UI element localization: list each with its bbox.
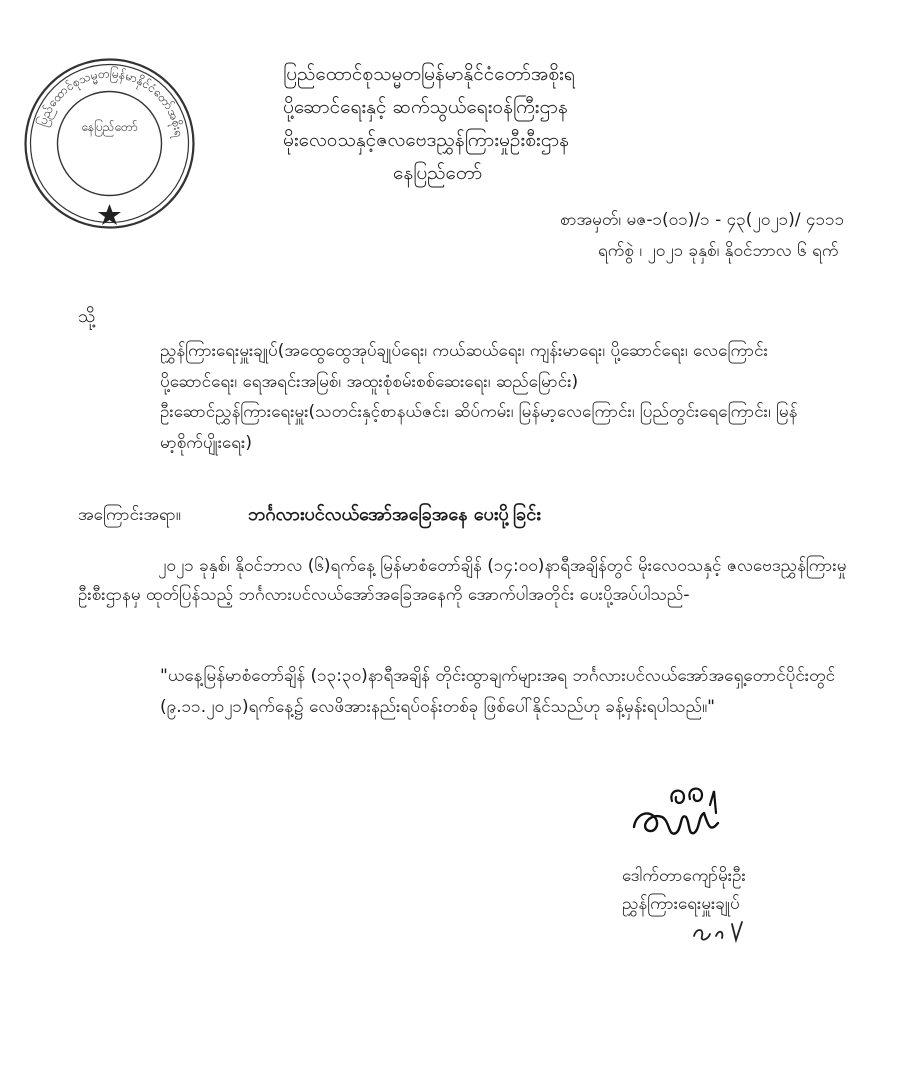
handwritten-signature (628, 783, 728, 853)
subject-line (78, 502, 838, 529)
recipients (160, 336, 810, 458)
official-seal (22, 56, 197, 231)
government-name: ပြည်ထောင်စုသမ္မတမြန်မာနိုင်ငံတော်အစိုးရ (283, 63, 575, 85)
ministry-name: ပို့ဆောင်ရေးနှင့် ဆက်သွယ်ရေးဝန်ကြီးဌာန (283, 96, 568, 118)
reference-block (560, 205, 890, 267)
department-name: မိုးလေဝသနှင့်ဇလဗေဒညွှန်ကြားမှုဦးစီးဌာန (283, 129, 569, 151)
letter-date: ရက်စွဲ ၊ ၂၀၂၁ ခုနှစ်၊ နိုဝင်ဘာလ ၆ ရက် (598, 241, 839, 261)
svg-text:နေပြည်တော်: နေပြည်တော် (81, 120, 138, 134)
to-label: သို့ (78, 306, 96, 327)
body-paragraph: ၂၀၂၁ ခုနှစ်၊ နိုဝင်ဘာလ (၆)ရက်နေ့ မြန်မာစံတော်ချိန် (၁၄:၀၀)နာရီအချိန်တွင် မိုးလေဝသနှင့် ဇလဗေဒညွှန်ကြားမှုဦးစီးဌာနမှ ထုတ်ပြန်သည့် ဘင်္ဂလားပင်လယ်အော်အခြေအနေကို အောက်ပါအတိုင်း ပေးပို့အပ်ပါသည်- (78, 556, 847, 605)
city-name: နေပြည်တော် (393, 162, 483, 184)
handwritten-initials (690, 918, 750, 946)
svg-text:ပြည်ထောင်စုသမ္မတမြန်မာနိုင်ငံတ: ပြည်ထောင်စုသမ္မတမြန်မာနိုင်ငံတော်အစိုးရ (34, 66, 187, 138)
reference-number: စာအမှတ်၊ မဇ-၁(၀၁)/၁ - ၄၃(၂၀၂၁)/ ၄၁၁၁ (560, 210, 845, 230)
subject-label: အကြောင်းအရာ။ (78, 505, 181, 525)
subject-text: ဘင်္ဂလားပင်လယ်အော်အခြေအနေ ပေးပို့ခြင်း (248, 504, 541, 525)
forecast-quote: "ယနေ့မြန်မာစံတော်ချိန် (၁၃:၃၀)နာရီအချိန် တိုင်းထွာချက်များအရ ဘင်္ဂလားပင်လယ်အော်အရှေ့တောင်ပိုင်းတွင် (၉.၁၁.၂၀၂၁)ရက်နေ့၌ လေဖိအားနည်းရပ်ဝန်းတစ်ခု ဖြစ်ပေါ်နိုင်သည်ဟု ခန့်မှန်းရပါသည်။" (160, 666, 836, 717)
letterhead (283, 58, 763, 190)
recipient-1: ညွှန်ကြားရေးမှူးချုပ်(အထွေထွေအုပ်ချုပ်ရေး၊ ကယ်ဆယ်ရေး၊ ကျန်းမာရေး၊ ပို့ဆောင်ရေး၊ လေကြောင်းပို့ဆောင်ရေး၊ ရေအရင်းအမြစ်၊ အထူးစုံစမ်းစစ်ဆေးရေး၊ ဆည်မြောင်း) (160, 341, 768, 392)
recipient-2: ဦးဆောင်ညွှန်ကြားရေးမှူး(သတင်းနှင့်စာနယ်ဇင်း၊ ဆိပ်ကမ်း၊ မြန်မာ့လေကြောင်း၊ ပြည်တွင်းရေကြောင်း၊ မြန်မာ့စိုက်ပျိုးရေး) (160, 402, 798, 453)
signatory-title: ညွှန်ကြားရေးမှူးချုပ် (622, 894, 740, 914)
signatory-block (622, 862, 862, 918)
signatory-name: ဒေါက်တာကျော်မိုးဦး (622, 866, 746, 886)
